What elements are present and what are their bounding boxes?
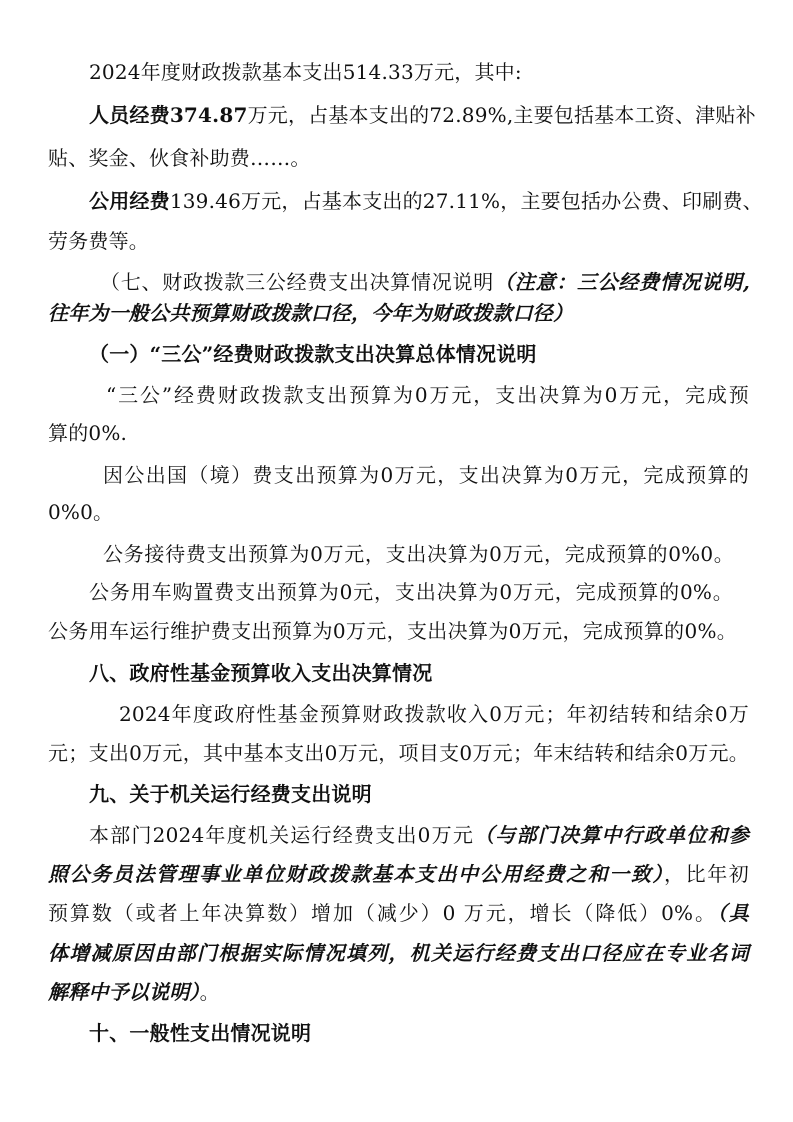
section-seven-note-cont-text: 往年为一般公共预算财政拨款口径，今年为财政拨款口径） <box>48 301 574 325</box>
personnel-expense-amount: 374.87 <box>169 103 248 127</box>
overseas-expense-cont-text: 0%0。 <box>48 500 114 524</box>
section-eight-heading <box>89 659 789 687</box>
agency-operating-change <box>48 899 749 927</box>
overseas-expense-line <box>103 461 749 489</box>
agency-operating-reason-start: （具 <box>716 901 749 925</box>
agency-operating-reason <box>48 939 749 967</box>
section-nine-heading <box>89 780 789 808</box>
agency-operating-reason-end-punct: 。 <box>199 980 220 1004</box>
agency-operating-reason-end-text: 解释中予以说明） <box>48 980 200 1004</box>
basic-expense-intro-text: 2024年度财政拨款基本支出514.33万元，其中: <box>89 60 522 84</box>
overseas-expense-cont <box>48 498 748 526</box>
personnel-expense-label: 人员经费 <box>89 103 170 127</box>
three-public-total-cont <box>48 419 748 447</box>
section-seven-note: （注意：三公经费情况说明, <box>493 270 750 294</box>
public-expense-cont <box>48 227 748 255</box>
agency-operating-reason-end <box>48 978 748 1006</box>
agency-operating-note: （与部门决算中行政单位和参 <box>474 823 749 847</box>
gov-fund-cont-text: 元；支出0万元，其中基本支出0万元，项目支0万元；年末结转和结余0万元。 <box>48 741 749 765</box>
section-seven-heading <box>100 268 750 296</box>
gov-fund-cont <box>48 739 749 767</box>
reception-expense-line <box>103 540 734 568</box>
vehicle-maintenance-line <box>48 617 737 645</box>
agency-operating-reason-text: 体增减原因由部门根据实际情况填列，机关运行经费支出口径应在专业名词 <box>48 941 749 965</box>
agency-operating-line <box>89 821 749 849</box>
agency-operating-text: 本部门2024年度机关运行经费支出0万元 <box>89 823 475 847</box>
vehicle-maintenance-text: 公务用车运行维护费支出预算为0万元，支出决算为0万元，完成预算的0%。 <box>48 619 737 643</box>
section-eight-title: 八、政府性基金预算收入支出决算情况 <box>89 661 433 685</box>
public-expense-line <box>89 187 763 215</box>
agency-operating-compare: ，比年初 <box>664 862 749 886</box>
personnel-expense-cont <box>48 144 748 172</box>
subsection-one-title: （一）“三公”经费财政拨款支出决算总体情况说明 <box>89 342 537 366</box>
three-public-total-text: “三公”经费财政拨款支出预算为0万元，支出决算为0万元，完成预 <box>106 383 749 407</box>
gov-fund-line <box>119 700 749 728</box>
vehicle-purchase-line <box>89 578 733 606</box>
section-ten-heading <box>89 1019 789 1047</box>
section-seven-note-cont <box>48 299 748 327</box>
agency-operating-note-cont: 照公务员法管理事业单位财政拨款基本支出中公用经费之和一致） <box>48 862 665 886</box>
subsection-one-heading <box>89 340 789 368</box>
overseas-expense-text: 因公出国（境）费支出预算为0万元，支出决算为0万元，完成预算的 <box>103 463 749 487</box>
personnel-expense-line <box>89 101 756 129</box>
section-nine-title: 九、关于机关运行经费支出说明 <box>89 782 372 806</box>
public-expense-desc: 139.46万元，占基本支出的27.11%，主要包括办公费、印刷费、 <box>169 189 763 213</box>
vehicle-purchase-text: 公务用车购置费支出预算为0元，支出决算为0万元，完成预算的0%。 <box>89 580 733 604</box>
reception-expense-text: 公务接待费支出预算为0万元，支出决算为0万元，完成预算的0%0。 <box>103 542 734 566</box>
section-seven-title: （七、财政拨款三公经费支出决算情况说明 <box>100 270 494 294</box>
personnel-expense-desc: 万元，占基本支出的72.89%,主要包括基本工资、津贴补 <box>247 103 756 127</box>
gov-fund-text: 2024年度政府性基金预算财政拨款收入0万元；年初结转和结余0万 <box>119 702 749 726</box>
public-expense-cont-text: 劳务费等。 <box>48 229 149 253</box>
personnel-expense-cont-text: 贴、奖金、伙食补助费……。 <box>48 146 311 170</box>
agency-operating-cont <box>48 860 749 888</box>
section-ten-title: 十、一般性支出情况说明 <box>89 1021 312 1045</box>
agency-operating-change-text: 预算数（或者上年决算数）增加（减少）0 万元，增长（降低）0%。 <box>48 901 717 925</box>
three-public-total-cont-text: 算的0%. <box>48 421 128 445</box>
basic-expense-intro <box>89 58 529 86</box>
three-public-total-line <box>106 381 749 409</box>
public-expense-label: 公用经费 <box>89 189 170 213</box>
